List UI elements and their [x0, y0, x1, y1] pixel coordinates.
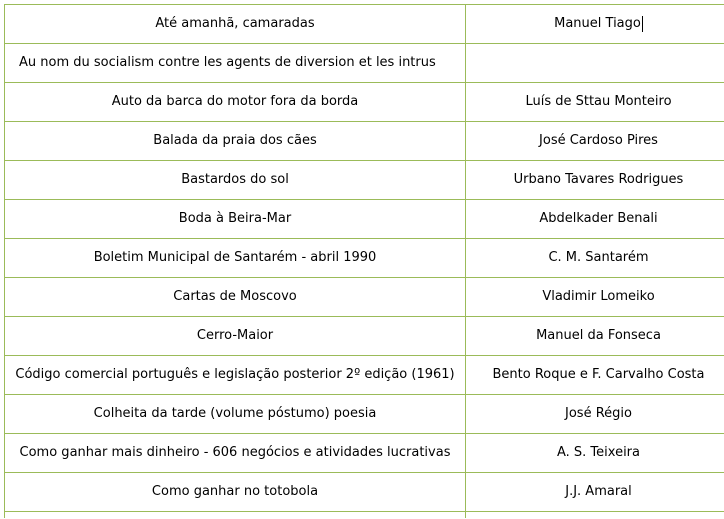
author-cell[interactable] [466, 5, 724, 44]
table-row [5, 161, 724, 200]
author-cell[interactable]: A. S. Teixeira [466, 434, 724, 473]
table-row [5, 200, 724, 239]
author-cell[interactable]: J.J. Amaral [466, 473, 724, 512]
title-cell[interactable]: Como ganhar mais dinheiro - 606 negócios e atividades lucrativas [5, 434, 466, 473]
author-cell[interactable]: Urbano Tavares Rodrigues [466, 161, 724, 200]
author-cell[interactable]: José Régio [466, 395, 724, 434]
author-cell[interactable]: Manuel da Fonseca [466, 317, 724, 356]
title-cell[interactable]: Até amanhã, camaradas [5, 5, 466, 44]
title-cell[interactable]: Au nom du socialism contre les agents de diversion et les intrus [5, 44, 466, 83]
table-row [5, 5, 724, 44]
table-row [5, 83, 724, 122]
title-cell[interactable]: Cerro-Maior [5, 317, 466, 356]
title-cell[interactable]: Como ganhar no totobola [5, 473, 466, 512]
table-row [5, 239, 724, 278]
title-cell[interactable]: Auto da barca do motor fora da borda [5, 83, 466, 122]
table-row [5, 122, 724, 161]
table-row [5, 44, 724, 83]
author-cell[interactable] [466, 44, 724, 83]
book-table [4, 4, 724, 518]
title-cell[interactable]: Cartas de Moscovo [5, 278, 466, 317]
author-cell[interactable]: José Cardoso Pires [466, 122, 724, 161]
author-text: Manuel Tiago [554, 16, 641, 31]
title-cell[interactable]: Bastardos do sol [5, 161, 466, 200]
empty-cell[interactable] [5, 512, 466, 519]
text-cursor [642, 16, 643, 32]
title-cell[interactable]: Código comercial português e legislação posterior 2º edição (1961) [5, 356, 466, 395]
table-row [5, 395, 724, 434]
table-row [5, 356, 724, 395]
author-cell[interactable]: Abdelkader Benali [466, 200, 724, 239]
empty-cell[interactable] [466, 512, 724, 519]
author-cell[interactable]: Luís de Sttau Monteiro [466, 83, 724, 122]
author-cell[interactable]: C. M. Santarém [466, 239, 724, 278]
table-row-partial [5, 512, 724, 519]
title-cell[interactable]: Boda à Beira-Mar [5, 200, 466, 239]
title-cell[interactable]: Balada da praia dos cães [5, 122, 466, 161]
author-cell[interactable]: Vladimir Lomeiko [466, 278, 724, 317]
title-cell[interactable]: Boletim Municipal de Santarém - abril 1990 [5, 239, 466, 278]
table-row [5, 278, 724, 317]
table-row [5, 473, 724, 512]
title-cell[interactable]: Colheita da tarde (volume póstumo) poesia [5, 395, 466, 434]
author-cell[interactable]: Bento Roque e F. Carvalho Costa [466, 356, 724, 395]
table-row [5, 434, 724, 473]
table-row [5, 317, 724, 356]
